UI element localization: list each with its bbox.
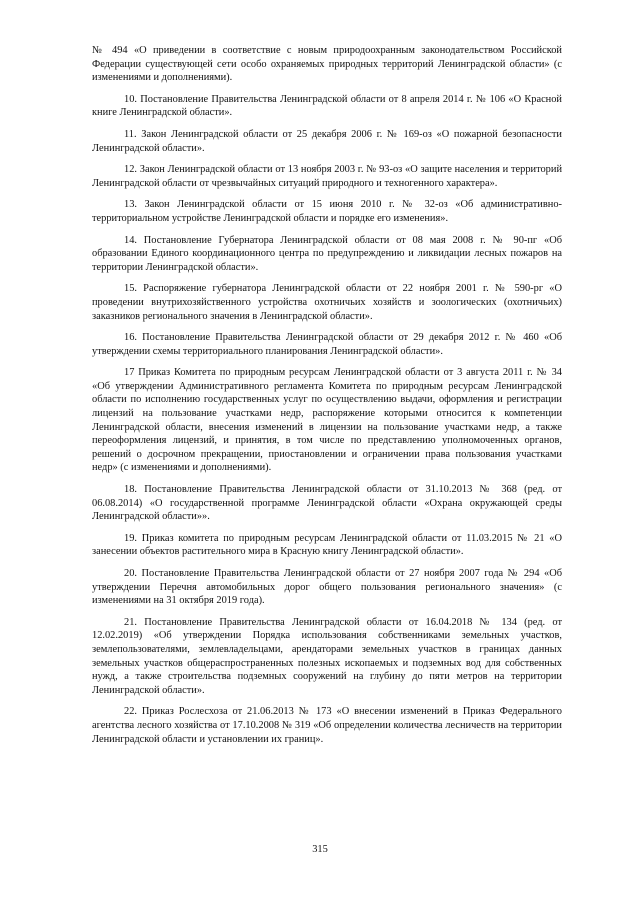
paragraph: 20. Постановление Правительства Ленинградской области от 27 ноября 2007 года № 294 «Об утверждении Перечня автомобильных дорог общего пользования регионального значения» (с изменениями на 31 октября 2019 года). xyxy=(92,568,562,607)
paragraph: 19. Приказ комитета по природным ресурсам Ленинградской области от 11.03.2015 № 21 «О занесении объектов растительного мира в Красную книгу Ленинградской области». xyxy=(92,532,562,558)
paragraph: 18. Постановление Правительства Ленинградской области от 31.10.2013 № 368 (ред. от 06.08.2014) «О государственной программе Ленинградской области «Охрана окружающей среды Ленинградской области»». xyxy=(92,484,562,523)
paragraph: 12. Закон Ленинградской области от 13 ноября 2003 г. № 93-оз «О защите населения и территорий Ленинградской области от чрезвычайных ситуаций природного и техногенного характера». xyxy=(92,164,562,189)
paragraph: 21. Постановление Правительства Ленинградской области от 16.04.2018 № 134 (ред. от 12.02.2019) «Об утверждении Порядка использования собственниками земельных участков, землепользователями, землевладельцами, арендаторами земельных участков в границах данных земельных участков общераспространенных полезных ископаемых и подземных вод для собственных нужд, а также строительства подземных сооружений на глубину до пяти метров на территории Ленинградской области». xyxy=(92,616,562,696)
paragraph: № 494 «О приведении в соответствие с новым природоохранным законодательством Российской Федерации существующей сети особо охраняемых природных территорий Ленинградской области» (с изменениями и дополнениями). xyxy=(92,45,562,84)
paragraph: 16. Постановление Правительства Ленинградской области от 29 декабря 2012 г. № 460 «Об утверждении схемы территориального планирования Ленинградской области». xyxy=(92,332,562,357)
paragraph: 13. Закон Ленинградской области от 15 июня 2010 г. № 32-оз «Об административно-территориальном устройстве Ленинградской области и порядке его изменения». xyxy=(92,199,562,224)
paragraph: 10. Постановление Правительства Ленинградской области от 8 апреля 2014 г. № 106 «О Красной книге Ленинградской области». xyxy=(92,93,562,119)
paragraph: 14. Постановление Губернатора Ленинградской области от 08 мая 2008 г. № 90-пг «Об образовании Единого координационного центра по предупреждению и ликвидации лесных пожаров на территории Ленинградской области». xyxy=(92,234,562,273)
paragraph: 11. Закон Ленинградской области от 25 декабря 2006 г. № 169-оз «О пожарной безопасности Ленинградской области». xyxy=(92,128,562,154)
document-body xyxy=(92,44,562,754)
page-number: 315 xyxy=(312,844,328,855)
paragraph: 22. Приказ Рослесхоза от 21.06.2013 № 173 «О внесении изменений в Приказ Федерального агентства лесного хозяйства от 17.10.2008 № 319 «Об определении количества лесничеств на территории Ленинградской области и установлении их границ». xyxy=(92,706,562,745)
paragraph: 15. Распоряжение губернатора Ленинградской области от 22 ноября 2001 г. № 590-рг «О проведении внутрихозяйственного устройства охотничьих хозяйств и зоологических (охотничьих) заказников регионального значения в Ленинградской области». xyxy=(92,283,562,322)
paragraph: 17 Приказ Комитета по природным ресурсам Ленинградской области от 3 августа 2011 г. № 34 «Об утверждении Административного регламента Комитета по природным ресурсам Ленинградской области по исполнению государственных услуг по осуществлению выдачи, оформления и регистрации лицензий на пользование участками недр, распоряжение которыми относится к компетенции Ленинградской области, внесения изменений в лицензии на пользование участками недр, а также переоформления лицензий, и принятия, в том числе по представлению уполномоченных органов, решений о досрочном прекращении, приостановлении и ограничении права пользования участками недр» (с изменениями и дополнениями). xyxy=(92,367,562,474)
